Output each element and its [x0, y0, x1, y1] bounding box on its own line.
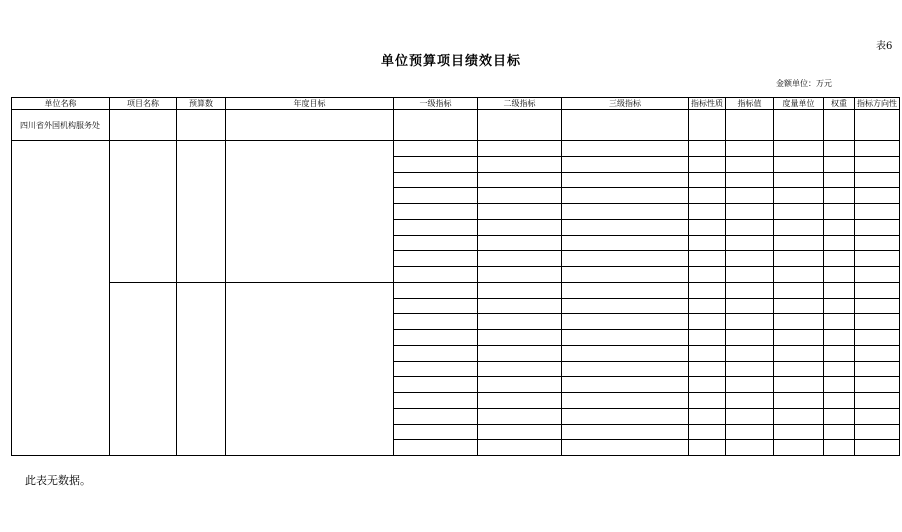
table-cell: [689, 345, 726, 361]
table-cell: [478, 330, 562, 346]
header-cell: 预算数: [177, 98, 226, 110]
table-cell: [726, 267, 774, 283]
table-cell: [824, 204, 855, 220]
table-cell: [824, 267, 855, 283]
table-cell: [478, 141, 562, 157]
table-cell: [562, 424, 689, 440]
table-cell: [824, 219, 855, 235]
table-cell: [855, 298, 900, 314]
table-cell: [774, 345, 824, 361]
table-cell: [855, 172, 900, 188]
table-cell: [562, 188, 689, 204]
table-cell: [824, 141, 855, 157]
table-row: [12, 141, 900, 157]
table-cell: [855, 345, 900, 361]
table-cell: [774, 408, 824, 424]
table-cell: [478, 251, 562, 267]
table-cell: [855, 110, 900, 141]
header-cell: 权重: [824, 98, 855, 110]
table-cell: [394, 188, 478, 204]
table-cell: [478, 188, 562, 204]
table-cell: [562, 330, 689, 346]
table-cell: [689, 408, 726, 424]
header-cell: 指标方向性: [855, 98, 900, 110]
table-cell: [726, 408, 774, 424]
table-cell: [726, 235, 774, 251]
table-cell: [689, 282, 726, 298]
table-cell: [394, 282, 478, 298]
table-cell: [774, 393, 824, 409]
table-tag: 表6: [876, 41, 893, 52]
table-cell: [394, 141, 478, 157]
table-cell: [726, 172, 774, 188]
table-cell: [394, 440, 478, 456]
table-header-row: [12, 98, 900, 110]
table-cell: [774, 361, 824, 377]
table-cell: [689, 219, 726, 235]
table-cell: [824, 424, 855, 440]
table-cell: [562, 156, 689, 172]
table-cell: [774, 314, 824, 330]
table-cell: [774, 440, 824, 456]
table-cell: [726, 219, 774, 235]
table-row: [12, 282, 900, 298]
header-cell: 三级指标: [562, 98, 689, 110]
table-cell: [726, 377, 774, 393]
table-cell: [394, 330, 478, 346]
table-cell: [562, 282, 689, 298]
table-cell: [774, 219, 824, 235]
table-cell: [774, 251, 824, 267]
table-cell: [562, 408, 689, 424]
table-cell: [394, 314, 478, 330]
table-cell: [824, 361, 855, 377]
table-cell: [562, 110, 689, 141]
table-cell: [824, 282, 855, 298]
table-cell: [774, 267, 824, 283]
table-cell: [689, 156, 726, 172]
table-cell: [562, 440, 689, 456]
table-cell: [226, 110, 394, 141]
table-cell: [562, 345, 689, 361]
table-cell: [726, 282, 774, 298]
table-cell: [726, 156, 774, 172]
table-cell: [110, 110, 177, 141]
table-cell: [562, 298, 689, 314]
table-cell: [478, 219, 562, 235]
table-cell: [689, 298, 726, 314]
table-cell: [855, 251, 900, 267]
table-cell: [855, 440, 900, 456]
table-cell: [689, 377, 726, 393]
table-cell: [855, 424, 900, 440]
table-cell: [726, 361, 774, 377]
header-cell: 指标值: [726, 98, 774, 110]
table-cell: [855, 282, 900, 298]
table-cell: [689, 314, 726, 330]
table-cell: [726, 440, 774, 456]
table-cell: [689, 361, 726, 377]
table-cell: [562, 377, 689, 393]
table-cell: [478, 156, 562, 172]
table-cell: [774, 110, 824, 141]
table-cell: [177, 141, 226, 283]
table-cell: [774, 377, 824, 393]
table-cell: [12, 141, 110, 456]
table-cell: [394, 156, 478, 172]
header-cell: 年度目标: [226, 98, 394, 110]
table-cell: [689, 440, 726, 456]
table-cell: [726, 330, 774, 346]
table-cell: [478, 314, 562, 330]
table-cell: [855, 156, 900, 172]
table-cell: [726, 298, 774, 314]
table-cell: [824, 393, 855, 409]
table-cell: [562, 251, 689, 267]
table-cell: [394, 110, 478, 141]
table-cell: [855, 408, 900, 424]
table-cell: [855, 204, 900, 220]
table-cell: [774, 141, 824, 157]
table-cell: [478, 408, 562, 424]
table-cell: [394, 172, 478, 188]
table-cell: [562, 172, 689, 188]
header-cell: 二级指标: [478, 98, 562, 110]
table-cell: [689, 235, 726, 251]
table-cell: [726, 314, 774, 330]
table-cell: [478, 282, 562, 298]
table-cell: [855, 267, 900, 283]
header-cell: 一级指标: [394, 98, 478, 110]
table-cell: [824, 156, 855, 172]
table-cell: [394, 235, 478, 251]
table-cell: [824, 314, 855, 330]
table-cell: [774, 204, 824, 220]
table-cell: [774, 330, 824, 346]
table-cell: [726, 188, 774, 204]
table-cell: [110, 282, 177, 455]
unit-name-cell: 四川省外国机构服务处: [12, 110, 110, 141]
table-cell: [855, 141, 900, 157]
table-cell: [394, 345, 478, 361]
page-title: 单位预算项目绩效目标: [380, 54, 521, 69]
table-cell: [824, 377, 855, 393]
table-cell: [726, 393, 774, 409]
indicator-rows: [12, 141, 900, 456]
table-cell: [478, 440, 562, 456]
table-cell: [394, 251, 478, 267]
table-cell: [478, 298, 562, 314]
table-cell: [824, 440, 855, 456]
table-cell: [824, 298, 855, 314]
table-cell: [774, 282, 824, 298]
table-cell: [478, 393, 562, 409]
table-cell: [689, 172, 726, 188]
table-cell: [824, 345, 855, 361]
table-cell: [824, 251, 855, 267]
table-cell: [774, 188, 824, 204]
table-cell: [478, 172, 562, 188]
table-cell: [177, 282, 226, 455]
table-cell: [394, 424, 478, 440]
table-cell: [394, 204, 478, 220]
table-cell: [689, 141, 726, 157]
table-cell: [855, 361, 900, 377]
table-cell: [394, 393, 478, 409]
empty-note: 此表无数据。: [25, 474, 91, 487]
table-cell: [478, 377, 562, 393]
table-cell: [562, 219, 689, 235]
table-cell: [824, 235, 855, 251]
table-cell: [394, 408, 478, 424]
table-cell: [824, 188, 855, 204]
table-cell: [689, 267, 726, 283]
table-cell: [855, 314, 900, 330]
table-cell: [394, 267, 478, 283]
table-cell: [855, 330, 900, 346]
table-cell: [774, 156, 824, 172]
table-cell: [689, 110, 726, 141]
table-cell: [726, 251, 774, 267]
header-cell: 指标性质: [689, 98, 726, 110]
table-cell: [774, 172, 824, 188]
header-cell: 度量单位: [774, 98, 824, 110]
table-row: [12, 110, 900, 141]
table-cell: [562, 314, 689, 330]
table-cell: [689, 424, 726, 440]
table-cell: [689, 204, 726, 220]
table-cell: [824, 172, 855, 188]
table-cell: [774, 235, 824, 251]
table-cell: [478, 361, 562, 377]
table-cell: [562, 267, 689, 283]
table-cell: [478, 204, 562, 220]
table-cell: [226, 282, 394, 455]
table-cell: [726, 424, 774, 440]
table-cell: [855, 393, 900, 409]
table-cell: [394, 361, 478, 377]
table-cell: [394, 377, 478, 393]
header-cell: 项目名称: [110, 98, 177, 110]
amount-unit: 金额单位：万元: [776, 79, 832, 88]
table-cell: [726, 110, 774, 141]
table-cell: [774, 298, 824, 314]
table-cell: [824, 408, 855, 424]
table-cell: [689, 330, 726, 346]
table-cell: [562, 235, 689, 251]
table-cell: [478, 267, 562, 283]
table-cell: [824, 330, 855, 346]
table-cell: [226, 141, 394, 283]
table-cell: [726, 141, 774, 157]
header-cell: 单位名称: [12, 98, 110, 110]
table-cell: [110, 141, 177, 283]
table-cell: [726, 204, 774, 220]
performance-table: [11, 97, 900, 456]
table-cell: [774, 424, 824, 440]
table-cell: [478, 235, 562, 251]
table-cell: [562, 361, 689, 377]
table-cell: [478, 345, 562, 361]
table-cell: [855, 188, 900, 204]
table-cell: [824, 110, 855, 141]
table-cell: [689, 188, 726, 204]
table-cell: [726, 345, 774, 361]
table-cell: [394, 298, 478, 314]
table-cell: [394, 219, 478, 235]
table-cell: [689, 251, 726, 267]
table-cell: [562, 393, 689, 409]
table-cell: [562, 204, 689, 220]
table-cell: [478, 424, 562, 440]
table-cell: [855, 219, 900, 235]
table-cell: [478, 110, 562, 141]
table-cell: [855, 377, 900, 393]
table-cell: [177, 110, 226, 141]
table-cell: [562, 141, 689, 157]
table-cell: [689, 393, 726, 409]
table-cell: [855, 235, 900, 251]
